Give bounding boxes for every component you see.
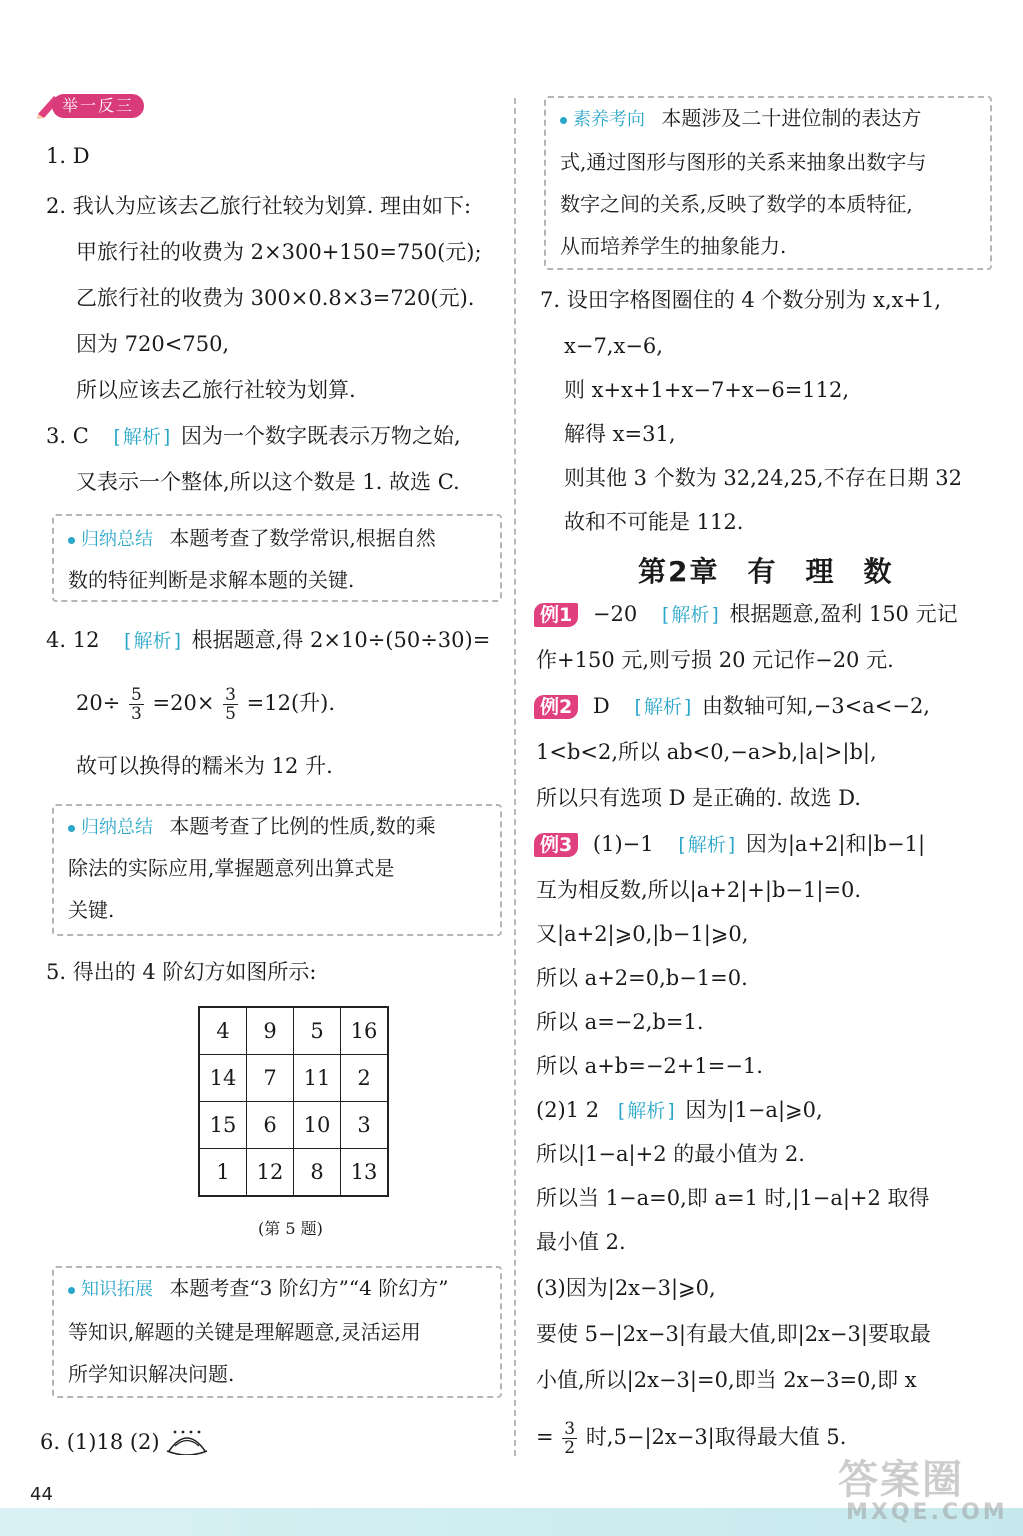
q7-line-4: 解得 x=31, <box>564 422 676 446</box>
analysis-tag: [ 解析 ] <box>120 627 185 655</box>
q2-line-1: 2. 我认为应该去乙旅行社较为划算. 理由如下: <box>46 194 472 218</box>
summary-tag: 归纳总结 <box>68 817 153 838</box>
ex3-part2-line-4: 最小值 2. <box>536 1230 626 1254</box>
chapter-title-char-2: 理 <box>805 555 836 588</box>
column-divider <box>514 98 516 1456</box>
chapter-title-char-1: 有 <box>747 555 778 588</box>
ex2-line-1 <box>534 692 930 721</box>
figure-caption: (第 5 题) <box>258 1219 323 1238</box>
example-badge: 例3 <box>534 833 578 857</box>
knowledge-box-line-3: 所学知识解决问题. <box>68 1362 235 1386</box>
magic-square-cell: 12 <box>247 1149 294 1197</box>
summary-text-1: 本题考查了数学常识,根据自然 <box>169 526 436 550</box>
q7-line-3: 则 x+x+1+x−7+x−6=112, <box>564 378 850 402</box>
magic-square-cell: 15 <box>199 1102 247 1149</box>
ex3-part2-line-1 <box>536 1096 823 1125</box>
knowledge-box <box>52 1266 502 1398</box>
ex1-answer: −20 <box>592 602 638 626</box>
literacy-tag: 素养考向 <box>560 109 645 130</box>
page-number: 44 <box>30 1484 53 1505</box>
literacy-box-line-2: 式,通过图形与图形的关系来抽象出数字与 <box>560 150 927 174</box>
summary-box-2-line-1 <box>68 812 436 842</box>
q2-line-3: 乙旅行社的收费为 300×0.8×3=720(元). <box>76 286 475 310</box>
q1-answer: 1. D <box>46 144 90 168</box>
magic-square-cell: 13 <box>341 1149 389 1197</box>
analysis-tag: [ 解析 ] <box>674 831 739 859</box>
ex3-text-1: 因为|a+2|和|b−1| <box>745 832 926 856</box>
watermark-logo: 答案圈 <box>838 1457 964 1503</box>
fraction-5-3 <box>129 686 144 723</box>
ex1-line-1 <box>534 600 958 629</box>
q3-line-2: 又表示一个整体,所以这个数是 1. 故选 C. <box>76 470 460 494</box>
ex3-part3-line-3: 小值,所以|2x−3|=0,即当 2x−3=0,即 x <box>536 1368 917 1392</box>
q4-text-1: 根据题意,得 2×10÷(50÷30)= <box>191 628 491 652</box>
summary-box-1-line-2: 数的特征判断是求解本题的关键. <box>68 568 355 592</box>
section-banner <box>34 90 146 120</box>
ex2-line-2: 1<b<2,所以 ab<0,−a>b,|a|>|b|, <box>536 740 877 764</box>
knowledge-tag: 知识拓展 <box>68 1279 153 1300</box>
magic-square-row <box>199 1149 388 1197</box>
knowledge-box-line-2: 等知识,解题的关键是理解题意,灵活运用 <box>68 1320 421 1344</box>
magic-square-row <box>199 1007 388 1055</box>
fraction-denominator: 3 <box>131 704 142 724</box>
ex2-line-3: 所以只有选项 D 是正确的. 故选 D. <box>536 786 861 810</box>
fraction-3-5 <box>223 686 238 723</box>
ex3-part3-line-4 <box>536 1420 846 1457</box>
q7-line-1: 7. 设田字格图圈住的 4 个数分别为 x,x+1, <box>540 288 942 312</box>
q4-line-2 <box>76 686 335 723</box>
q2-line-5: 所以应该去乙旅行社较为划算. <box>76 378 356 402</box>
ex3-line-5: 所以 a=−2,b=1. <box>536 1010 704 1034</box>
magic-square <box>198 1006 389 1197</box>
q6-answer: 6. (1)18 (2) <box>40 1430 160 1454</box>
magic-square-cell: 16 <box>341 1007 389 1055</box>
q4-expr-a: 20÷ <box>76 691 121 715</box>
fraction-denominator: 5 <box>225 704 236 724</box>
summary-box-1 <box>52 514 502 602</box>
analysis-tag: [ 解析 ] <box>630 693 695 721</box>
ex1-line-2: 作+150 元,则亏损 20 元记作−20 元. <box>536 648 894 672</box>
summary-box-1-line-1 <box>68 524 436 554</box>
ex3-part2-line-2: 所以|1−a|+2 的最小值为 2. <box>536 1142 805 1166</box>
ex3-line-3: 又|a+2|⩾0,|b−1|⩾0, <box>536 922 749 946</box>
fraction-numerator: 3 <box>564 1419 576 1439</box>
literacy-box <box>544 96 992 270</box>
ex3-part3-line-1: (3)因为|2x−3|⩾0, <box>536 1276 716 1300</box>
literacy-box-line-3: 数字之间的关系,反映了数学的本质特征, <box>560 192 913 216</box>
example-badge: 例2 <box>534 695 578 719</box>
q7-line-5: 则其他 3 个数为 32,24,25,不存在日期 32 <box>564 466 962 490</box>
q3-text-1: 因为一个数字既表示万物之始, <box>181 424 461 448</box>
q4-line-1 <box>46 626 490 655</box>
chapter-title-char-3: 数 <box>863 555 894 588</box>
q4-expr-c: =12(升). <box>246 691 336 715</box>
fraction-3-2 <box>562 1420 577 1457</box>
q4-expr-b: =20× <box>152 691 215 715</box>
q2-line-4: 因为 720<750, <box>76 332 230 356</box>
magic-square-cell: 11 <box>294 1055 341 1102</box>
analysis-tag: [ 解析 ] <box>658 601 723 629</box>
analysis-tag: [ 解析 ] <box>109 423 174 451</box>
magic-square-cell: 2 <box>341 1055 389 1102</box>
magic-square-cell: 6 <box>247 1102 294 1149</box>
hat-figure-icon <box>166 1429 208 1455</box>
chapter-number: 第2章 <box>638 555 720 588</box>
q7-line-6: 故和不可能是 112. <box>564 510 744 534</box>
chapter-title <box>638 550 894 590</box>
ex3-part3-expr-b: 时,5−|2x−3|取得最大值 5. <box>585 1425 847 1449</box>
watermark-url: MXQE.COM <box>846 1500 1008 1525</box>
example-badge: 例1 <box>534 603 578 627</box>
ex2-answer: D <box>592 694 610 718</box>
ex3-part2-text-1: 因为|1−a|⩾0, <box>685 1098 823 1122</box>
banner-label: 举一反三 <box>52 94 144 118</box>
q2-line-2: 甲旅行社的收费为 2×300+150=750(元); <box>76 240 482 264</box>
knowledge-box-line-1 <box>68 1274 448 1304</box>
fraction-numerator: 5 <box>131 685 142 705</box>
magic-square-row <box>199 1102 388 1149</box>
q6-line <box>40 1428 208 1457</box>
ex3-answer: (1)−1 <box>592 832 654 856</box>
magic-square-row <box>199 1055 388 1102</box>
ex3-line-4: 所以 a+2=0,b−1=0. <box>536 966 748 990</box>
ex3-part3-line-2: 要使 5−|2x−3|有最大值,即|2x−3|要取最 <box>536 1322 931 1346</box>
fraction-numerator: 3 <box>225 685 236 705</box>
ex3-part2-line-3: 所以当 1−a=0,即 a=1 时,|1−a|+2 取得 <box>536 1186 930 1210</box>
q5-line-1: 5. 得出的 4 阶幻方如图所示: <box>46 960 317 984</box>
ex3-line-2: 互为相反数,所以|a+2|+|b−1|=0. <box>536 878 862 902</box>
magic-square-cell: 10 <box>294 1102 341 1149</box>
ex3-line-6: 所以 a+b=−2+1=−1. <box>536 1054 763 1078</box>
magic-square-cell: 4 <box>199 1007 247 1055</box>
summary-box-2-line-2: 除法的实际应用,掌握题意列出算式是 <box>68 856 395 880</box>
q3-number: 3. C <box>46 424 89 448</box>
magic-square-cell: 8 <box>294 1149 341 1197</box>
magic-square-cell: 9 <box>247 1007 294 1055</box>
q4-number: 4. 12 <box>46 628 100 652</box>
analysis-tag: [ 解析 ] <box>614 1097 679 1125</box>
ex3-part3-expr-a: = <box>536 1425 554 1449</box>
magic-square-cell: 14 <box>199 1055 247 1102</box>
summary-box-2 <box>52 804 502 936</box>
summary-text-1: 本题考查了比例的性质,数的乘 <box>169 814 436 838</box>
fraction-denominator: 2 <box>564 1438 576 1458</box>
watermark <box>838 1448 1018 1532</box>
magic-square-cell: 3 <box>341 1102 389 1149</box>
knowledge-text-1: 本题考查“3 阶幻方”“4 阶幻方” <box>169 1276 449 1300</box>
literacy-box-line-1 <box>560 104 921 134</box>
summary-box-2-line-3: 关键. <box>68 898 115 922</box>
ex3-part2-answer: (2)1 2 <box>536 1098 600 1122</box>
q3-line-1 <box>46 422 461 451</box>
magic-square-cell: 7 <box>247 1055 294 1102</box>
magic-square-cell: 5 <box>294 1007 341 1055</box>
ex3-line-1 <box>534 830 925 859</box>
literacy-text-1: 本题涉及二十进位制的表达方 <box>661 106 922 130</box>
ex1-text-1: 根据题意,盈利 150 元记 <box>729 602 958 626</box>
ex2-text-1: 由数轴可知,−3<a<−2, <box>702 694 930 718</box>
summary-tag: 归纳总结 <box>68 529 153 550</box>
literacy-box-line-4: 从而培养学生的抽象能力. <box>560 234 787 258</box>
q7-line-2: x−7,x−6, <box>564 334 663 358</box>
magic-square-cell: 1 <box>199 1149 247 1197</box>
q4-line-3: 故可以换得的糯米为 12 升. <box>76 754 333 778</box>
